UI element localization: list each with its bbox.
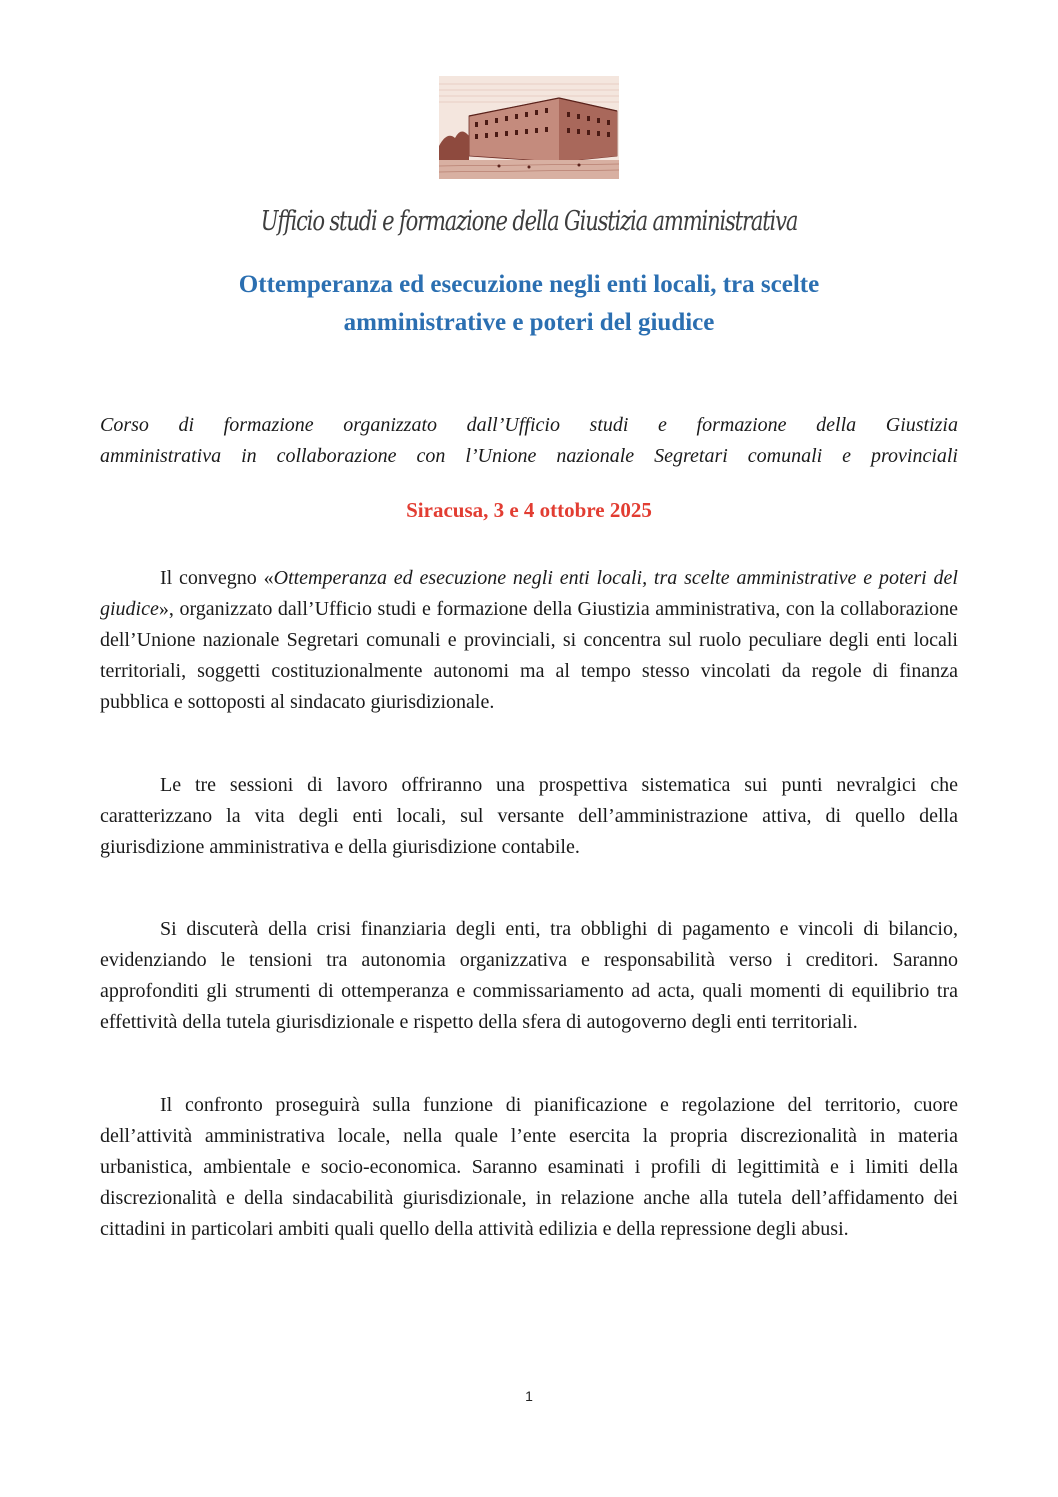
office-name-heading: Ufficio studi e formazione della Giustizia amministrativa [260,206,798,237]
palazzo-engraving-image [439,76,619,179]
subtitle-line-2: amministrativa in collaborazione con l’Unione nazionale Segretari comunali e provinciali [100,445,958,467]
paragraph-1-intro: Il convegno « [160,567,274,589]
course-subtitle [100,410,958,472]
event-date: Siracusa, 3 e 4 ottobre 2025 [406,498,652,522]
title-line-2: amministrative e poteri del giudice [343,309,715,336]
paragraph-4: Il confronto proseguirà sulla funzione di pianificazione e regolazione del territorio, cuore dell’attività amministrativa locale, nella quale l’ente esercita la propria discrezionalità in materia urbanistica, ambientale e socio-economica. Saranno esaminati i profili di legittimità e i limiti della discrezionalità e della sindacabilità giurisdizionale, in relazione anche alla tutela dell’affidamento dei cittadini in particolari ambiti quali quello della attività edilizia e della repressione degli abusi. [100,1094,958,1240]
document-title [0,266,1058,342]
paragraph-1-body: », organizzato dall’Ufficio studi e formazione della Giustizia amministrativa, con la collaborazione dell’Unione nazionale Segretari comunali e provinciali, si concentra sul ruolo peculiare degli enti locali territoriali, soggetti costituzionalmente autonomi ma al tempo stesso vincolati da regole di finanza pubblica e sottoposti al sindacato giurisdizionale. [100,598,958,713]
paragraph-1 [100,563,958,718]
title-line-1: Ottemperanza ed esecuzione negli enti locali, tra scelte [238,271,820,298]
page-number: 1 [525,1388,533,1404]
paragraph-3: Si discuterà della crisi finanziaria degli enti, tra obblighi di pagamento e vincoli di bilancio, evidenziando le tensioni tra autonomia organizzativa e responsabilità verso i creditori. Saranno approfonditi gli strumenti di ottemperanza e commissariamento ad acta, quali momenti di equilibrio tra effettività della tutela giurisdizionale e rispetto della sfera di autogoverno degli enti territoriali. [100,918,958,1033]
paragraph-1-event-name: Ottemperanza ed esecuzione negli enti locali, tra scelte amministrative e poteri del giudice [100,567,958,620]
subtitle-line-1: Corso di formazione organizzato dall’Ufficio studi e formazione della Giustizia [100,414,958,436]
paragraph-2: Le tre sessioni di lavoro offriranno una prospettiva sistematica sui punti nevralgici che caratterizzano la vita degli enti locali, sul versante dell’amministrazione attiva, di quello della giurisdizione amministrativa e della giurisdizione contabile. [100,774,958,858]
